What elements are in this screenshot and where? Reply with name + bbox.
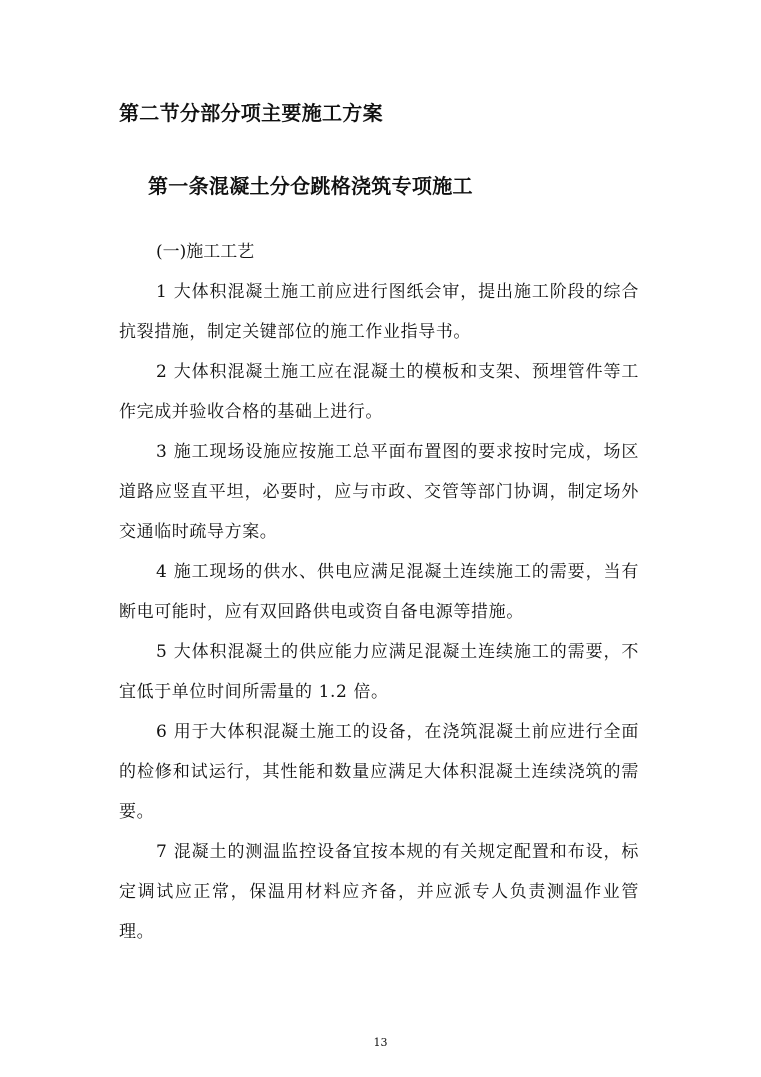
document-body: [119, 232, 639, 952]
subsection-title: (一)施工工艺: [156, 242, 255, 262]
paragraph-1: 1 大体积混凝土施工前应进行图纸会审，提出施工阶段的综合抗裂措施，制定关键部位的施工作业指导书。: [119, 282, 639, 342]
paragraph-5: 5 大体积混凝土的供应能力应满足混凝土连续施工的需要，不宜低于单位时间所需量的 1.2 倍。: [119, 642, 639, 702]
paragraph-4: 4 施工现场的供水、供电应满足混凝土连续施工的需要，当有断电可能时，应有双回路供电或资自备电源等措施。: [119, 562, 639, 622]
page-number: 13: [373, 1036, 388, 1049]
article-title: 第一条混凝土分仓跳格浇筑专项施工: [148, 174, 473, 198]
paragraph-2: 2 大体积混凝土施工应在混凝土的模板和支架、预埋管件等工作完成并验收合格的基础上进行。: [119, 362, 639, 422]
paragraph-7: 7 混凝土的测温监控设备宜按本规的有关规定配置和布设，标定调试应正常，保温用材料应齐备，并应派专人负责测温作业管理。: [119, 842, 639, 942]
section-title: 第二节分部分项主要施工方案: [119, 101, 383, 125]
paragraph-3: 3 施工现场设施应按施工总平面布置图的要求按时完成，场区道路应竖直平坦，必要时，应与市政、交管等部门协调，制定场外交通临时疏导方案。: [119, 442, 639, 542]
paragraph-6: 6 用于大体积混凝土施工的设备，在浇筑混凝土前应进行全面的检修和试运行，其性能和数量应满足大体积混凝土连续浇筑的需要。: [119, 722, 639, 822]
